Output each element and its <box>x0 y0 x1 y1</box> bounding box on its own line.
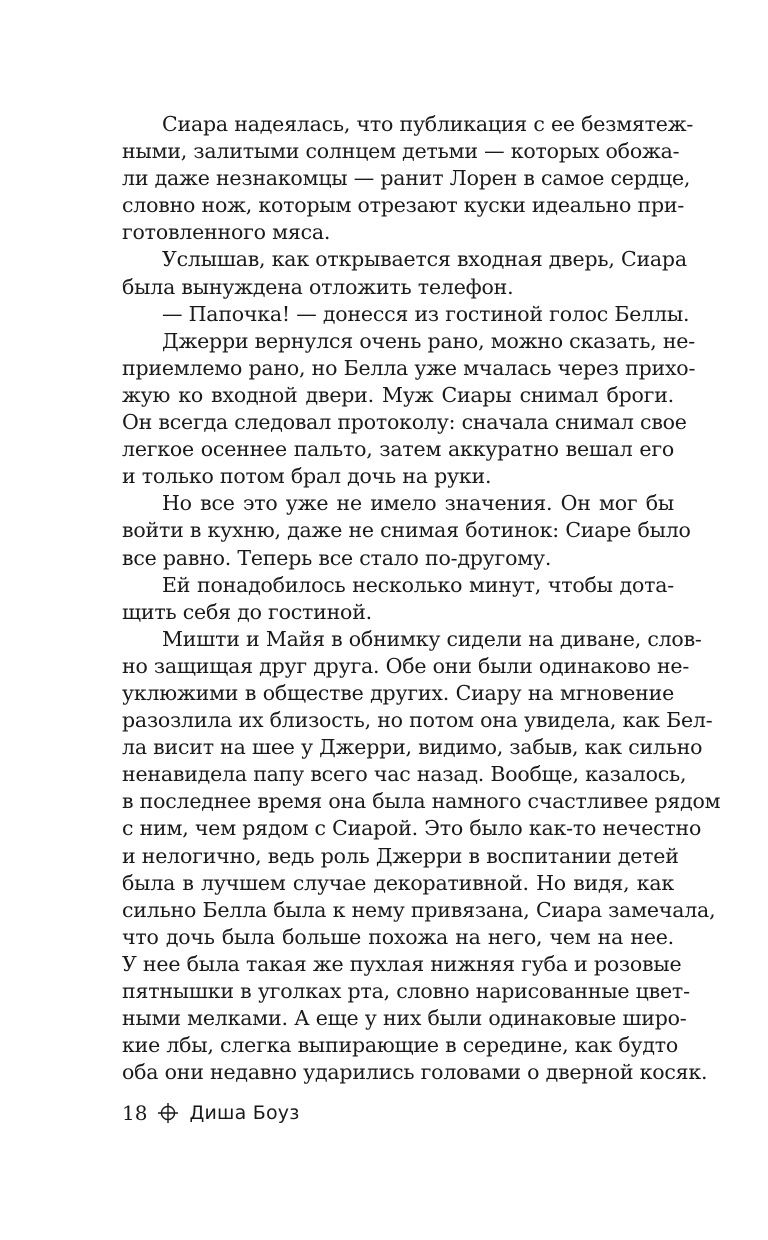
text-line: щить себя до гостиной. <box>122 599 372 624</box>
text-line: но защищая друг друга. Обе они были одинаково не- <box>122 653 690 678</box>
text-line: — Папочка! — донесся из гостиной голос Беллы. <box>162 301 690 326</box>
author-name: Диша Боуз <box>189 1102 300 1124</box>
text-line: легкое осеннее пальто, затем аккуратно вешал его <box>122 437 674 462</box>
text-line: словно нож, которым отрезают куски идеально при- <box>122 193 685 218</box>
text-line: оба они недавно ударились головами о дверной косяк. <box>122 1060 708 1085</box>
text-line: ными мелками. А еще у них были одинаковые широ- <box>122 1006 687 1031</box>
text-line: войти в кухню, даже не снимая ботинок: Сиаре было <box>122 518 691 543</box>
page-number: 18 <box>122 1101 148 1125</box>
text-line: Но все это уже не имело значения. Он мог бы <box>162 491 674 516</box>
text-line: готовленного мяса. <box>122 220 331 245</box>
text-line: была в лучшем случае декоративной. Но видя, как <box>122 870 674 895</box>
text-line: ненавидела папу всего час назад. Вообще, казалось, <box>122 762 687 787</box>
text-line: и нелогично, ведь роль Джерри в воспитании детей <box>122 843 679 868</box>
text-line: все равно. Теперь все стало по-другому. <box>122 545 552 570</box>
text-line: ными, залитыми солнцем детьми — которых обожа- <box>122 139 680 164</box>
text-line: сильно Белла была к нему привязана, Сиара замечала, <box>122 897 716 922</box>
text-line: приемлемо рано, но Белла уже мчалась через прихо- <box>122 355 696 380</box>
text-line: Джерри вернулся очень рано, можно сказать, не- <box>162 328 695 353</box>
text-line: ли даже незнакомцы — ранит Лорен в самое сердце, <box>122 166 691 191</box>
text-line: в последнее время она была намного счастливее рядом <box>122 789 721 814</box>
text-line: Сиара надеялась, что публикация с ее безмятеж- <box>162 112 694 136</box>
text-line: Мишти и Майя в обнимку сидели на диване, слов- <box>162 626 702 651</box>
text-line: была вынуждена отложить телефон. <box>122 274 514 299</box>
text-line: ла висит на шее у Джерри, видимо, забыв, как сильно <box>122 735 703 760</box>
text-line: уклюжими в обществе других. Сиару на мгновение <box>122 680 674 705</box>
crosshair-icon <box>157 1102 179 1124</box>
text-line: Услышав, как открывается входная дверь, Сиара <box>162 247 687 272</box>
page-footer <box>122 1098 300 1128</box>
text-line: кие лбы, слегка выпирающие в середине, как будто <box>122 1033 679 1058</box>
text-line: пятнышки в уголках рта, словно нарисованные цвет- <box>122 979 690 1003</box>
body-text <box>122 111 721 1086</box>
text-line: жую ко входной двери. Муж Сиары снимал броги. <box>122 382 674 407</box>
text-line: Он всегда следовал протоколу: сначала снимал свое <box>122 410 687 435</box>
text-line: Ей понадобилось несколько минут, чтобы дота- <box>162 572 674 597</box>
text-line: У нее была такая же пухлая нижняя губа и розовые <box>122 951 682 976</box>
text-line: с ним, чем рядом с Сиарой. Это было как-то нечестно <box>122 816 702 841</box>
text-line: что дочь была больше похожа на него, чем на нее. <box>122 924 674 949</box>
text-line: и только потом брал дочь на руки. <box>122 464 492 489</box>
text-line: разозлила их близость, но потом она увидела, как Бел- <box>122 708 713 733</box>
